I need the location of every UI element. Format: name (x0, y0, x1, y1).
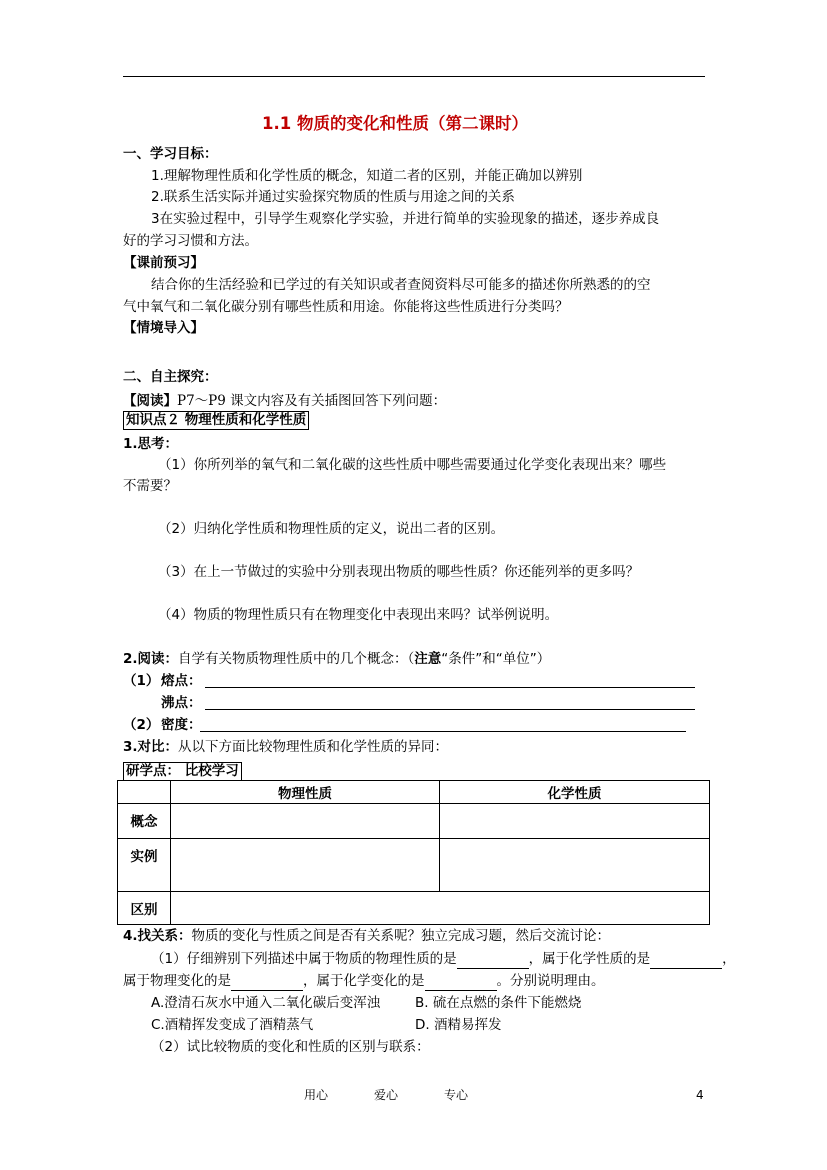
goal-1: 1.理解物理性质和化学性质的概念，知道二者的区别，并能正确加以辨别 (151, 168, 583, 184)
preview-line1: 结合你的生活经验和已学过的有关知识或者查阅资料尽可能多的描述你所熟悉的的空 (151, 277, 651, 293)
preview-line2: 气中氧气和二氧化碳分别有哪些性质和用途。你能将这些性质进行分类吗？ (123, 299, 569, 315)
relation-q2: （2）试比较物质的变化和性质的区别与联系： (151, 1039, 430, 1055)
table-header-physical: 物理性质 (171, 781, 440, 804)
reading-text: P7～P9 课文内容及有关插图回答下列问题： (177, 393, 447, 409)
blank-physical-property[interactable] (457, 952, 529, 969)
relation-q1-line2: 属于物理变化的是 ，属于化学变化的是 。分别说明理由。 (123, 973, 605, 989)
table-cell-concept-physical[interactable] (171, 804, 440, 839)
think-q4: （4）物质的物理性质只有在物理变化中表现出来吗？试举例说明。 (158, 607, 559, 623)
relation-q1-line1: （1）仔细辨别下列描述中属于物质的物理性质的是 ，属于化学性质的是 ， (151, 951, 736, 967)
reading-label: 【阅读】 (123, 393, 177, 409)
item2-num: （2） (123, 717, 160, 733)
study-point-box: 研学点： 比校学习 (123, 762, 242, 781)
table-cell-difference[interactable] (171, 892, 710, 925)
goal-3-line1: 3在实验过程中，引导学生观察化学实验，并进行简单的实验现象的描述，逐步养成良 (151, 211, 660, 227)
goal-2: 2.联系生活实际并通过实验探究物质的性质与用途之间的关系 (151, 189, 515, 205)
read2-line (123, 649, 550, 669)
table-cell-concept-chemical[interactable] (440, 804, 710, 839)
think-q3: （3）在上一节做过的实验中分别表现出物质的哪些性质？你还能列举的更多吗？ (158, 564, 640, 580)
blank-chemical-property[interactable] (650, 952, 722, 969)
option-b: B. 硫在点燃的条件下能燃烧 (415, 995, 582, 1011)
table-row-label-example: 实例 (118, 839, 171, 892)
table-corner-cell (118, 781, 171, 804)
item1-num: （1） (123, 673, 160, 689)
section1-heading: 一、学习目标： (123, 146, 218, 162)
relation-text: 物质的变化与性质之间是否有关系呢？独立完成习题，然后交流讨论： (191, 928, 611, 944)
boiling-point-blank[interactable] (205, 709, 695, 710)
density-label: 密度： (161, 717, 202, 733)
read2-text: 自学有关物质物理性质中的几个概念：（ (178, 651, 415, 667)
density-blank[interactable] (200, 731, 686, 732)
blank-chemical-change[interactable] (425, 974, 497, 991)
section2-heading: 二、自主探究： (123, 369, 218, 385)
boiling-point-label: 沸点： (161, 695, 202, 711)
intro-heading: 【情境导入】 (123, 320, 204, 336)
think-heading: 1.思考： (123, 436, 179, 452)
table-cell-example-chemical[interactable] (440, 839, 710, 892)
comparison-table (117, 780, 710, 925)
read2-note-rest: “条件”和“单位”） (441, 651, 551, 667)
relation-line (123, 926, 610, 946)
read2-heading: 2.阅读： (123, 651, 179, 667)
goal-3-line2: 好的学习习惯和方法。 (123, 233, 258, 249)
melting-point-label: 熔点： (161, 673, 202, 689)
compare-heading: 3.对比： (123, 739, 179, 755)
table-row-label-concept: 概念 (118, 804, 171, 839)
footer-item-3: 专心 (444, 1088, 469, 1102)
compare-text: 从以下方面比较物理性质和化学性质的异同： (178, 739, 449, 755)
knowledge-point-box: 知识点２ 物理性质和化学性质 (123, 411, 309, 430)
think-q2: （2）归纳化学性质和物理性质的定义，说出二者的区别。 (158, 521, 505, 537)
table-row-label-difference: 区别 (118, 892, 171, 925)
footer-item-2: 爱心 (374, 1088, 399, 1102)
think-q1-line1: （1）你所列举的氧气和二氧化碳的这些性质中哪些需要通过化学变化表现出来？哪些 (158, 457, 667, 473)
think-q1-line2: 不需要？ (123, 478, 177, 494)
header-rule (123, 76, 705, 77)
blank-physical-change[interactable] (231, 974, 303, 991)
preview-heading: 【课前预习】 (123, 255, 204, 271)
table-header-chemical: 化学性质 (440, 781, 710, 804)
option-a: A.澄清石灰水中通入二氧化碳后变浑浊 (151, 995, 381, 1011)
compare-line (123, 737, 448, 757)
reading-line (123, 391, 446, 411)
option-c: C.酒精挥发变成了酒精蒸气 (151, 1017, 314, 1033)
option-d: D. 酒精易挥发 (415, 1017, 502, 1033)
footer-item-1: 用心 (304, 1088, 329, 1102)
read2-note: 注意 (414, 651, 442, 667)
melting-point-blank[interactable] (205, 687, 695, 688)
relation-heading: 4.找关系： (123, 928, 192, 944)
table-cell-example-physical[interactable] (171, 839, 440, 892)
page-number: 4 (696, 1088, 704, 1102)
page-title: 1.1 物质的变化和性质（第二课时） (262, 114, 528, 133)
